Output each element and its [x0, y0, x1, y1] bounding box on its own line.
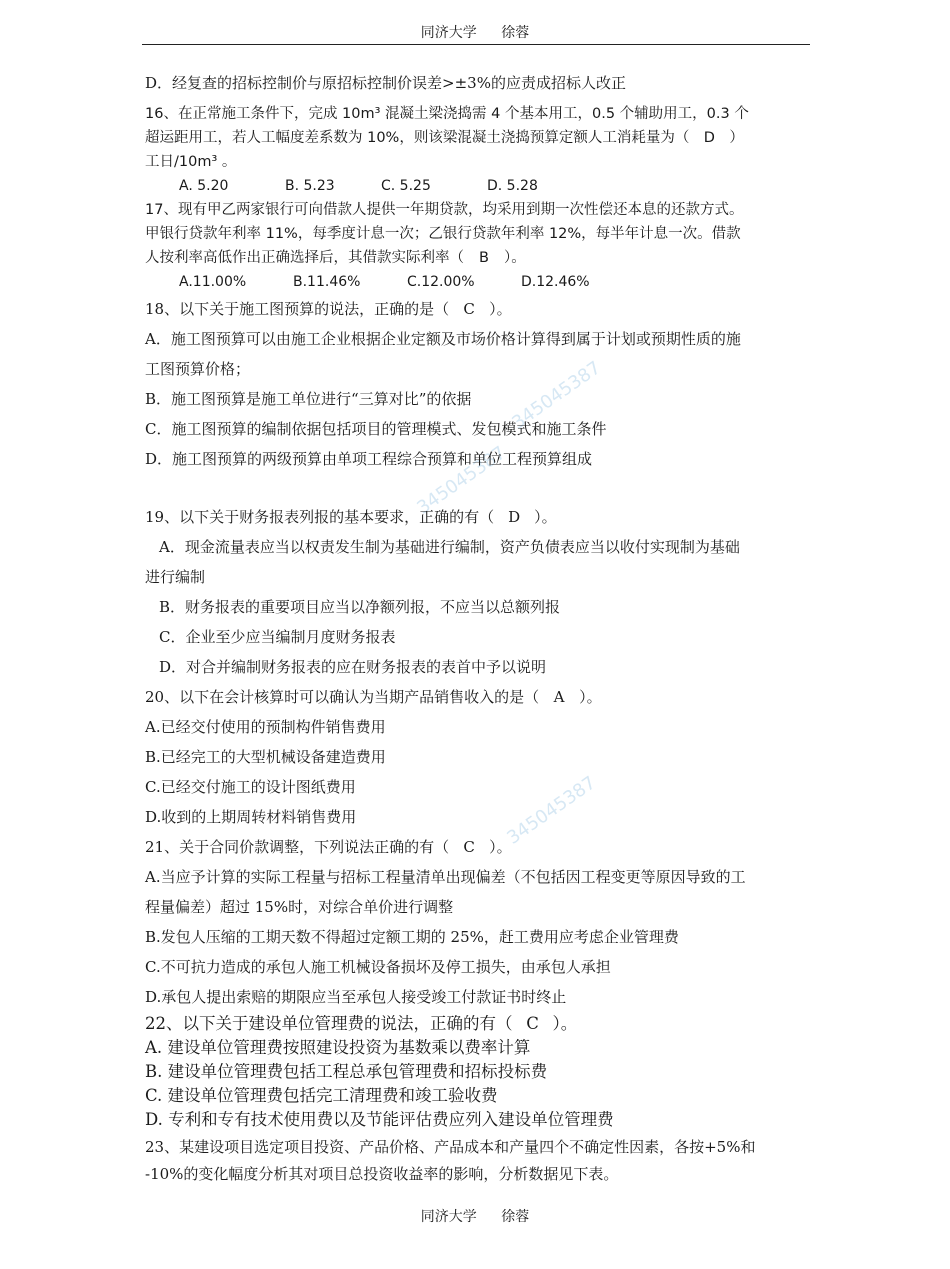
question-23: [145, 1132, 813, 1186]
watermark: 345045387: [503, 772, 600, 849]
footer-university: 同济大学: [420, 1209, 477, 1225]
question-19: [145, 502, 813, 682]
q17-option-c: C.12.00%: [407, 274, 475, 290]
q18-option-a-cont: 工图预算价格；: [145, 360, 251, 378]
q23-line-1: 23、某建设项目选定项目投资、产品价格、产品成本和产量四个不确定性因素，各按+5%和: [145, 1138, 756, 1156]
q17-paren: ）。: [504, 250, 526, 266]
header-university: 同济大学: [420, 25, 477, 41]
q16-option-a: A. 5.20: [179, 178, 229, 194]
q20-stem-text: 20、以下在会计核算时可以确认为当期产品销售收入的是（: [145, 688, 540, 706]
footer-author: 徐蓉: [501, 1209, 530, 1225]
q20-stem-paren: ）。: [579, 688, 602, 706]
q19-option-a-cont: 进行编制: [145, 568, 206, 586]
q18-stem: [145, 294, 813, 324]
q16-line-2: [145, 126, 813, 150]
q16-text: 超运距用工，若人工幅度差系数为 10%，则该梁混凝土浇捣预算定额人工消耗量为（: [145, 130, 690, 146]
header-author: 徐蓉: [501, 25, 530, 41]
q17-answer: B: [479, 250, 489, 266]
q18-option-a: A．施工图预算可以由施工企业根据企业定额及市场价格计算得到属于计划或预期性质的施: [145, 330, 741, 348]
q21-stem: [145, 832, 813, 862]
q16-option-d: D. 5.28: [487, 178, 538, 194]
q16-option-c: C. 5.25: [381, 178, 431, 194]
q20-option-a: A.已经交付使用的预制构件销售费用: [145, 718, 386, 736]
header-rule: [142, 44, 810, 45]
question-18: [145, 294, 813, 474]
q22-stem-paren: ）。: [552, 1014, 578, 1033]
q22-option-c: C. 建设单位管理费包括完工清理费和竣工验收费: [145, 1086, 498, 1105]
q18-option-d: D．施工图预算的两级预算由单项工程综合预算和单位工程预算组成: [145, 450, 593, 468]
q20-stem: [145, 682, 813, 712]
q21-option-a-cont: 程量偏差）超过 15%时，对综合单价进行调整: [145, 898, 454, 916]
q18-option-b: B．施工图预算是施工单位进行“三算对比”的依据: [145, 390, 472, 408]
q21-option-a: A.当应予计算的实际工程量与招标工程量清单出现偏差（不包括因工程变更等原因导致的工: [145, 868, 746, 886]
q21-stem-paren: ）。: [489, 838, 512, 856]
q15-option-d: D．经复查的招标控制价与原招标控制价误差>±3%的应责成招标人改正: [145, 74, 626, 92]
q22-stem: [145, 1012, 813, 1036]
q16-option-b: B. 5.23: [285, 178, 335, 194]
question-16: [145, 102, 813, 198]
q19-option-b: B．财务报表的重要项目应当以净额列报，不应当以总额列报: [159, 598, 561, 616]
q19-stem-text: 19、以下关于财务报表列报的基本要求，正确的有（: [145, 508, 495, 526]
q21-option-d: D.承包人提出索赔的期限应当至承包人接受竣工付款证书时终止: [145, 988, 567, 1006]
question-17: [145, 198, 813, 294]
watermark: 345045387: [508, 357, 605, 434]
q17-option-d: D.12.46%: [521, 274, 590, 290]
q22-stem-text: 22、以下关于建设单位管理费的说法，正确的有（: [145, 1014, 513, 1033]
q17-options: [145, 270, 813, 294]
q22-option-a: A. 建设单位管理费按照建设投资为基数乘以费率计算: [145, 1038, 531, 1057]
q19-answer: D: [508, 508, 521, 526]
question-20: [145, 682, 813, 832]
q21-stem-text: 21、关于合同价款调整，下列说法正确的有（: [145, 838, 450, 856]
q16-line-3: 工日/10m³ 。: [145, 154, 237, 170]
q18-stem-text: 18、以下关于施工图预算的说法，正确的是（: [145, 300, 450, 318]
q17-option-b: B.11.46%: [293, 274, 361, 290]
q17-line-1: 17、现有甲乙两家银行可向借款人提供一年期贷款，均采用到期一次性偿还本息的还款方式。: [145, 202, 744, 218]
watermark: 345045387: [413, 442, 510, 519]
page-footer: [0, 1206, 950, 1226]
q16-options: [145, 174, 813, 198]
q22-option-b: B. 建设单位管理费包括工程总承包管理费和招标投标费: [145, 1062, 548, 1081]
q17-text: 人按利率高低作出正确选择后，其借款实际利率（: [145, 250, 464, 266]
q21-option-b: B.发包人压缩的工期天数不得超过定额工期的 25%，赶工费用应考虑企业管理费: [145, 928, 679, 946]
q17-line-3: [145, 246, 813, 270]
q17-line-2: 甲银行贷款年利率 11%，每季度计息一次；乙银行贷款年利率 12%，每半年计息一次。借款: [145, 226, 741, 242]
q21-option-c: C.不可抗力造成的承包人施工机械设备损坏及停工损失，由承包人承担: [145, 958, 611, 976]
q16-answer: D: [703, 130, 715, 146]
question-21: [145, 832, 813, 1012]
q23-line-2: -10%的变化幅度分析其对项目总投资收益率的影响，分析数据见下表。: [145, 1165, 619, 1183]
q22-answer: C: [526, 1014, 539, 1033]
q18-option-c: C．施工图预算的编制依据包括项目的管理模式、发包模式和施工条件: [145, 420, 607, 438]
q20-option-c: C.已经交付施工的设计图纸费用: [145, 778, 356, 796]
q18-stem-paren: ）。: [489, 300, 512, 318]
q20-option-b: B.已经完工的大型机械设备建造费用: [145, 748, 386, 766]
page-header: [0, 22, 950, 42]
q19-stem-paren: ）。: [534, 508, 557, 526]
q19-option-a: A．现金流量表应当以权责发生制为基础进行编制，资产负债表应当以收付实现制为基础: [159, 538, 740, 556]
q19-option-d: D．对合并编制财务报表的应在财务报表的表首中予以说明: [159, 658, 547, 676]
q22-option-d: D. 专利和专有技术使用费以及节能评估费应列入建设单位管理费: [145, 1110, 614, 1129]
q16-paren: ）: [729, 130, 744, 146]
q21-answer: C: [463, 838, 475, 856]
q20-option-d: D.收到的上期周转材料销售费用: [145, 808, 357, 826]
document-body: [145, 70, 813, 1186]
q19-option-c: C．企业至少应当编制月度财务报表: [159, 628, 396, 646]
q16-line-1: 16、在正常施工条件下，完成 10m³ 混凝土梁浇捣需 4 个基本用工，0.5 个辅助用工，0.3 个: [145, 106, 749, 122]
q19-stem: [145, 502, 813, 532]
q18-answer: C: [463, 300, 475, 318]
question-22: [145, 1012, 813, 1132]
q20-answer: A: [553, 688, 565, 706]
q17-option-a: A.11.00%: [179, 274, 247, 290]
